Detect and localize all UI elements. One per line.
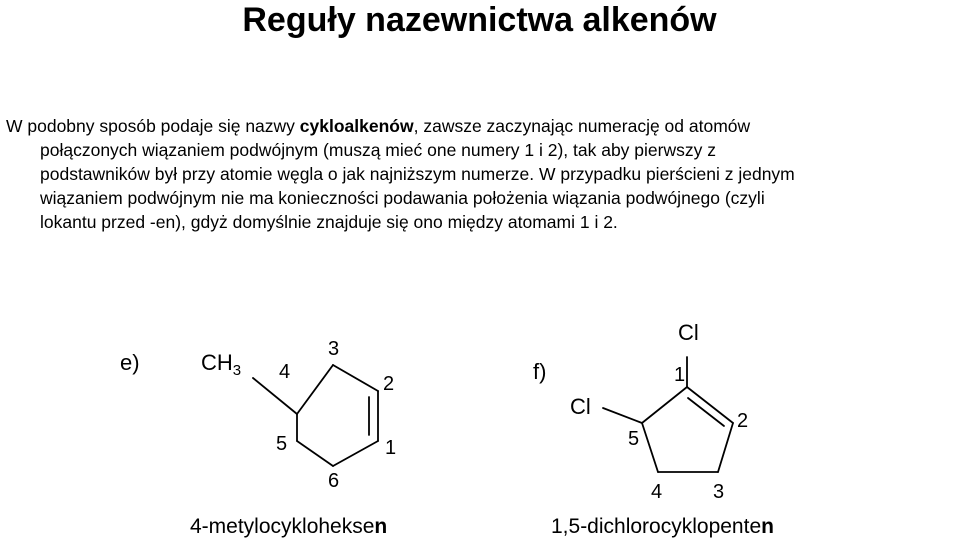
example-e-label: e) bbox=[120, 350, 140, 375]
bond-c1-c6 bbox=[333, 441, 378, 466]
bond-c6-c5 bbox=[297, 441, 333, 466]
atom-number-2: 2 bbox=[737, 410, 749, 432]
atom-number-6: 6 bbox=[328, 470, 340, 492]
paragraph-line-5: lokantu przed -en), gdyż domyślnie znajduje się ono między atomami 1 i 2. bbox=[40, 212, 618, 232]
atom-number-5: 5 bbox=[628, 428, 640, 450]
paragraph-text: , zawsze zaczynając numerację od atomów bbox=[413, 116, 751, 136]
paragraph-line-4: wiązaniem podwójnym nie ma konieczności podawania położenia wiązania podwójnego (czyli bbox=[40, 188, 765, 208]
compound-name-f bbox=[551, 515, 774, 539]
bond-c1-c5 bbox=[642, 387, 687, 423]
cyclohexene-ring bbox=[253, 365, 378, 466]
paragraph-text: W podobny sposób podaje się nazwy bbox=[6, 116, 300, 136]
chlorine-top: Cl bbox=[678, 320, 699, 345]
atom-number-1: 1 bbox=[674, 364, 686, 386]
compound-name-ending: n bbox=[374, 515, 388, 538]
example-f-label: f) bbox=[533, 359, 547, 384]
bond-cl-c5 bbox=[603, 408, 642, 423]
paragraph-line-2: połączonych wiązaniem podwójnym (muszą mieć one numery 1 i 2), tak aby pierwszy z bbox=[40, 140, 716, 160]
ch3-text: CH bbox=[201, 350, 233, 375]
bond-c1-c2 bbox=[687, 387, 733, 423]
compound-name-e bbox=[190, 515, 387, 539]
atom-number-2: 2 bbox=[383, 373, 395, 395]
atom-number-3: 3 bbox=[328, 338, 340, 360]
bond-ch3-c4 bbox=[253, 378, 297, 414]
bond-c4-c5 bbox=[642, 423, 658, 472]
bond-c3-c2 bbox=[333, 365, 378, 391]
compound-name-text: 4-metylocyklohekse bbox=[190, 515, 375, 538]
compound-name-text: 1,5-dichlorocyklopente bbox=[551, 515, 762, 538]
paragraph-bold-term: cykloalkenów bbox=[299, 116, 414, 136]
ch3-substituent bbox=[201, 351, 241, 378]
atom-number-4: 4 bbox=[651, 481, 663, 503]
atom-number-4: 4 bbox=[279, 361, 291, 383]
atom-number-3: 3 bbox=[713, 481, 725, 503]
bond-c4-c3 bbox=[297, 365, 333, 414]
paragraph-line-3: podstawników był przy atomie węgla o jak najniższym numerze. W przypadku pierścieni z jednym bbox=[40, 164, 795, 184]
atom-number-5: 5 bbox=[276, 433, 288, 455]
compound-name-ending: n bbox=[761, 515, 774, 538]
bond-c2-c3 bbox=[718, 423, 733, 472]
chlorine-left: Cl bbox=[570, 394, 591, 419]
page-title: Reguły nazewnictwa alkenów bbox=[242, 1, 717, 39]
cyclopentene-ring bbox=[603, 357, 733, 472]
atom-number-1: 1 bbox=[385, 437, 397, 459]
ch3-subscript: 3 bbox=[232, 362, 242, 379]
